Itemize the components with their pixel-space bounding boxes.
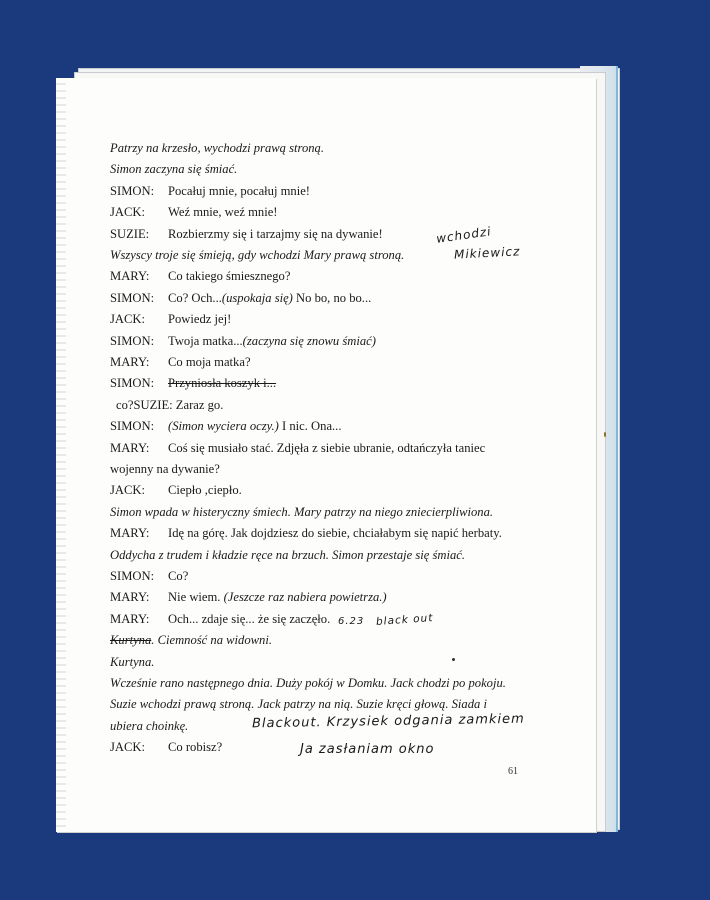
- script-line: [116, 399, 223, 412]
- page-number: 61: [508, 766, 518, 777]
- script-line: [110, 591, 387, 604]
- struck-text: Przyniosła koszyk i...: [168, 376, 277, 391]
- line-text: Powiedz jej!: [168, 312, 232, 327]
- line-text: Co takiego śmiesznego?: [168, 269, 291, 284]
- line-text: Suzie wchodzi prawą stroną. Jack patrzy na nią. Suzie kręci głową. Siada i: [110, 697, 487, 712]
- handwritten-note-cue: black out: [375, 612, 434, 628]
- script-line: [110, 442, 485, 455]
- line-text: Nie wiem.: [168, 590, 224, 605]
- handwritten-note-name: Mikiewicz: [453, 244, 521, 262]
- line-text: Idę na górę. Jak dojdziesz do siebie, chciałabym się napić herbaty.: [168, 526, 502, 541]
- line-text: Co robisz?: [168, 740, 223, 755]
- script-line: [110, 292, 371, 305]
- inline-direction: (Jeszcze raz nabiera powietrza.): [223, 590, 387, 605]
- speaker-name: MARY:: [110, 611, 150, 626]
- line-text: Kurtyna.: [110, 654, 155, 669]
- script-line: [110, 270, 290, 283]
- handwritten-note-blackout: Blackout. Krzysiek odgania zamkiem: [251, 711, 525, 732]
- script-line: [110, 484, 242, 497]
- speaker-name: SIMON:: [110, 376, 155, 391]
- line-text: Wcześnie rano następnego dnia. Duży pokój w Domku. Jack chodzi po pokoju.: [110, 676, 506, 690]
- line-text: I nic. Ona...: [278, 419, 342, 434]
- stage-direction: [110, 698, 487, 711]
- struck-text: Kurtyna: [110, 633, 152, 648]
- line-text: Twoja matka...: [168, 333, 243, 348]
- line-text: Simon wpada w histeryczny śmiech. Mary patrzy na niego zniecierpliwiona.: [110, 504, 494, 519]
- stage-direction: [110, 506, 493, 519]
- line-text: Och... zdaje się... że się zaczęło.: [168, 611, 331, 626]
- line-text: Simon zaczyna się śmiać.: [110, 162, 238, 177]
- line-text: Oddycha z trudem i kładzie ręce na brzuch. Simon przestaje się śmiać.: [110, 547, 466, 562]
- stage-direction: [110, 634, 272, 647]
- speaker-name: SIMON:: [110, 290, 155, 305]
- line-text: Rozbierzmy się i tarzajmy się na dywanie!: [168, 226, 383, 241]
- speaker-name: MARY:: [110, 355, 150, 369]
- ink-dot: [452, 658, 455, 661]
- line-text: No bo, no bo...: [292, 290, 372, 305]
- script-line: [110, 335, 376, 348]
- stage-direction: [110, 549, 465, 562]
- speaker-name: SUZIE:: [110, 226, 150, 241]
- speaker-name: SIMON:: [110, 333, 155, 348]
- line-text: wojenny na dywanie?: [110, 462, 220, 476]
- line-text: ubiera choinkę.: [110, 718, 189, 733]
- handwritten-note-entrance: wchodzi: [435, 224, 493, 246]
- line-text: Co?: [168, 569, 189, 583]
- stage-direction: [110, 163, 237, 176]
- speaker-name: MARY:: [110, 526, 150, 541]
- script-line: [110, 206, 277, 219]
- script-line: [110, 356, 251, 369]
- handwritten-note-window: Ja zasłaniam okno: [300, 742, 435, 757]
- inline-direction: (uspokaja się): [221, 290, 293, 305]
- script-line: [110, 420, 341, 433]
- speaker-name: MARY:: [110, 590, 150, 605]
- script-page: [56, 78, 596, 832]
- speaker-name: JACK:: [110, 312, 145, 327]
- line-text: Coś się musiało stać. Zdjęła z siebie ubranie, odtańczyła taniec: [168, 440, 486, 455]
- line-text: Ciepło ,ciepło.: [168, 483, 242, 498]
- script-line: [110, 313, 231, 326]
- inline-direction: (zaczyna się znowu śmiać): [242, 333, 376, 348]
- speaker-name: JACK:: [110, 483, 145, 498]
- script-line: [110, 527, 502, 540]
- script-line: [110, 228, 383, 241]
- script-line: [110, 463, 220, 476]
- line-text: . Ciemność na widowni.: [151, 633, 272, 648]
- script-line: [110, 377, 276, 390]
- speaker-name: SIMON:: [110, 569, 155, 583]
- stage-direction: [110, 656, 154, 669]
- stage-direction: [110, 249, 404, 262]
- speaker-name: SIMON:: [110, 419, 155, 434]
- speaker-name: MARY:: [110, 269, 150, 284]
- handwritten-note-number: 6.23: [338, 616, 365, 627]
- script-line: [110, 613, 330, 626]
- line-text: Co? Och...: [168, 290, 222, 305]
- inline-direction: (Simon wyciera oczy.): [168, 419, 279, 434]
- script-line: [110, 185, 310, 198]
- line-text: Weź mnie, weź mnie!: [168, 205, 278, 220]
- script-line: [110, 741, 222, 754]
- line-text: Co moja matka?: [168, 355, 251, 369]
- speaker-name: MARY:: [110, 440, 150, 455]
- stage-direction: [110, 677, 506, 690]
- speaker-name: SIMON:: [110, 183, 155, 198]
- stage-direction: [110, 720, 188, 733]
- speaker-name: JACK:: [110, 205, 145, 220]
- line-text: co?SUZIE: Zaraz go.: [116, 397, 224, 412]
- speaker-name: JACK:: [110, 740, 145, 755]
- script-line: [110, 570, 188, 583]
- line-text: Wszyscy troje się śmieją, gdy wchodzi Mary prawą stroną.: [110, 248, 405, 262]
- stage-direction: [110, 142, 324, 155]
- line-text: Pocałuj mnie, pocałuj mnie!: [168, 183, 310, 198]
- line-text: Patrzy na krzesło, wychodzi prawą stroną.: [110, 141, 324, 155]
- scan-speck: [604, 432, 606, 437]
